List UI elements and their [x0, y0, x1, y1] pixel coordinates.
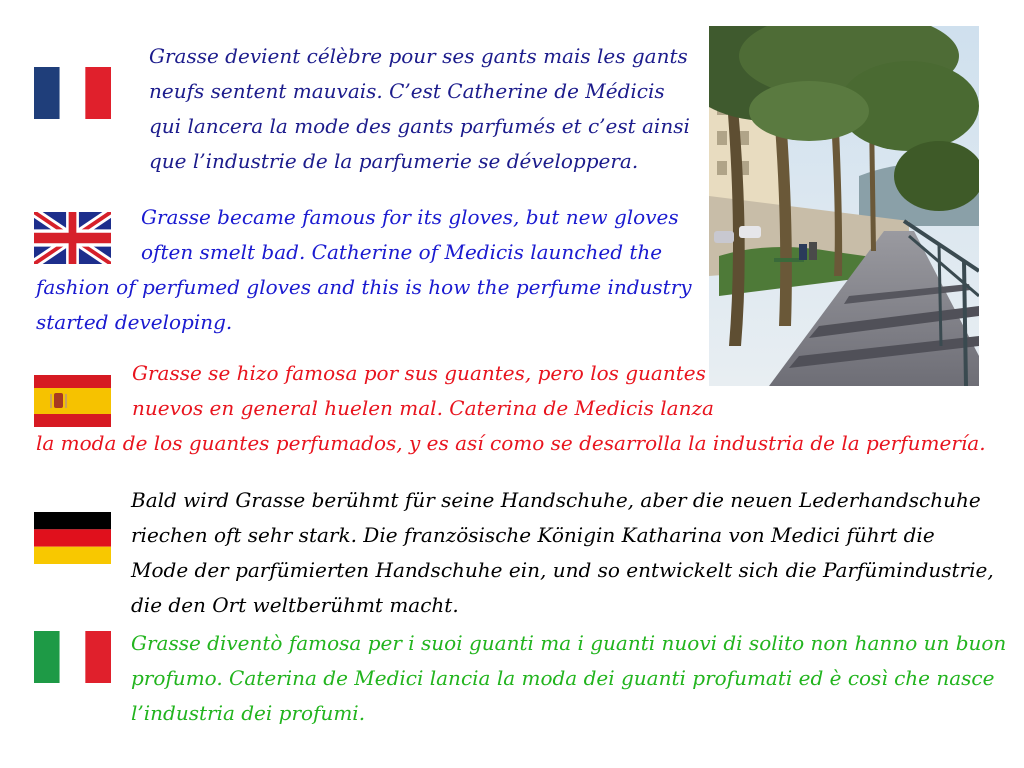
english-line: often smelt bad. Catherine of Medicis launched the — [141, 240, 663, 264]
german-line: Bald wird Grasse berühmt für seine Handschuhe, aber die neuen Lederhandschuhe — [131, 488, 981, 512]
english-paragraph — [36, 200, 692, 340]
flag-france-icon — [34, 67, 111, 119]
flag-germany-icon — [34, 512, 111, 564]
german-line: riechen oft sehr stark. Die französische Königin Katharina von Medici führt die — [131, 523, 935, 547]
italian-line: Grasse diventò famosa per i suoi guanti ma i guanti nuovi di solito non hanno un buon — [131, 631, 1007, 655]
italian-paragraph — [131, 626, 1006, 731]
french-line: neufs sentent mauvais. C’est Catherine de Médicis — [149, 79, 665, 103]
spanish-line: nuevos en general huelen mal. Caterina de Medicis lanza — [132, 396, 714, 420]
promenade-photo — [709, 26, 979, 386]
english-line: started developing. — [36, 310, 233, 334]
french-paragraph — [149, 39, 690, 179]
italian-line: profumo. Caterina de Medici lancia la moda dei guanti profumati ed è così che nasce — [131, 666, 995, 690]
spanish-line: Grasse se hizo famosa por sus guantes, pero los guantes — [132, 361, 706, 385]
english-line: fashion of perfumed gloves and this is how the perfume industry — [36, 275, 692, 299]
french-line: Grasse devient célèbre pour ses gants mais les gants — [149, 44, 688, 68]
german-line: die den Ort weltberühmt macht. — [131, 593, 459, 617]
spanish-paragraph — [36, 356, 986, 461]
italian-line: l’industria dei profumi. — [131, 701, 366, 725]
german-line: Mode der parfümierten Handschuhe ein, und so entwickelt sich die Parfümindustrie, — [131, 558, 994, 582]
flag-italy-icon — [34, 631, 111, 683]
english-line: Grasse became famous for its gloves, but new gloves — [141, 205, 679, 229]
german-paragraph — [131, 483, 994, 623]
french-line: qui lancera la mode des gants parfumés et c’est ainsi — [149, 114, 690, 138]
french-line: que l’industrie de la parfumerie se développera. — [149, 149, 639, 173]
spanish-line: la moda de los guantes perfumados, y es así como se desarrolla la industria de la perfumería. — [36, 431, 986, 455]
